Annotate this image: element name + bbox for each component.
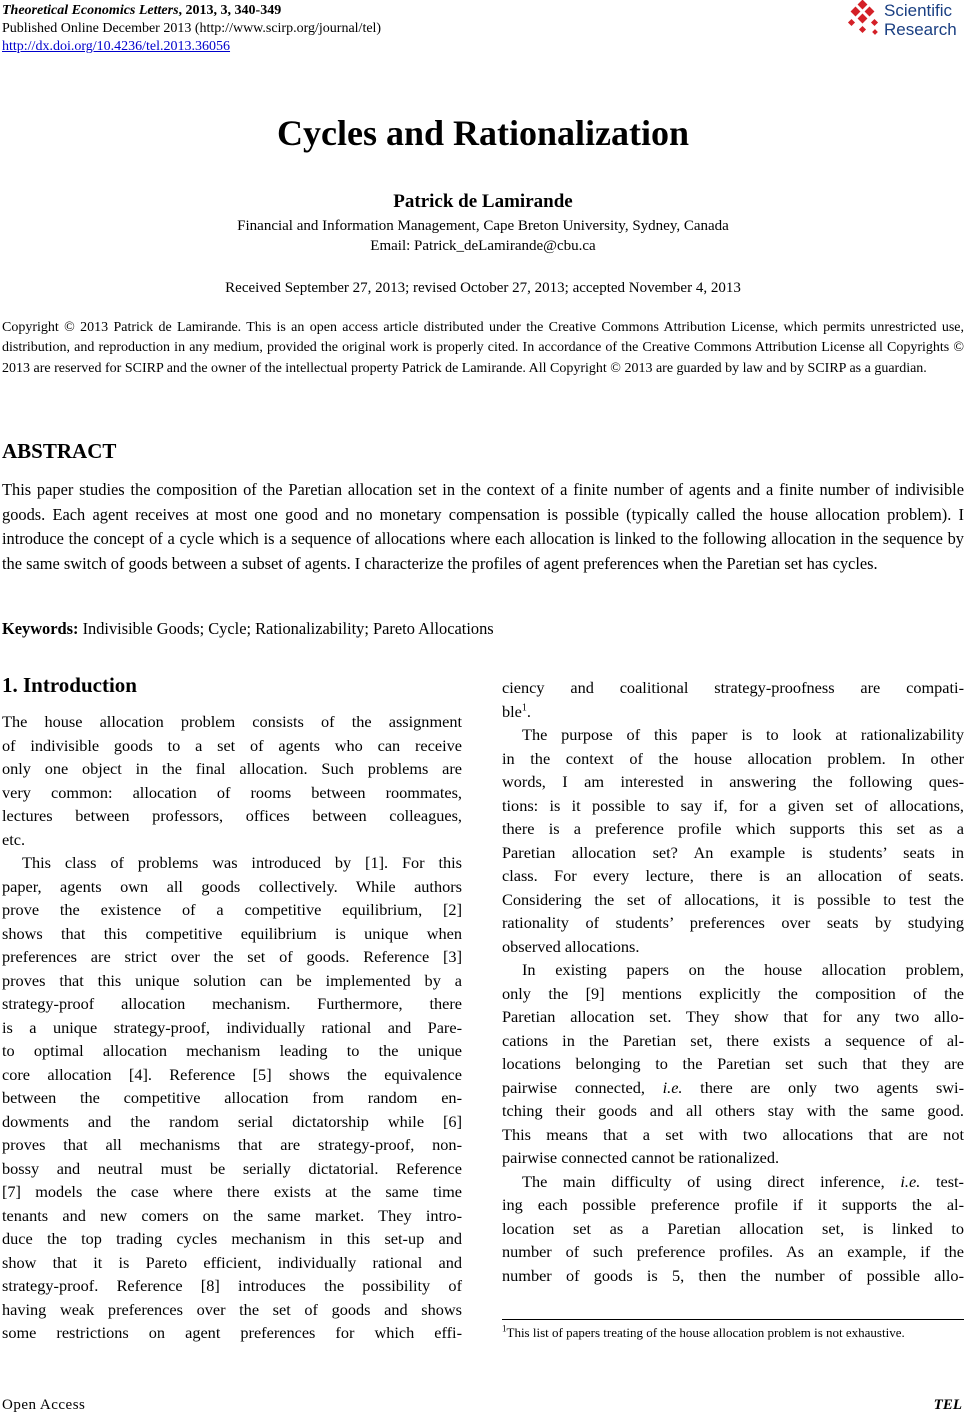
- paper-title: Cycles and Rationalization: [276, 113, 689, 153]
- text-line: cations in the Paretian set, there exists a sequence of al-: [502, 1030, 964, 1050]
- keywords: [2, 617, 494, 641]
- intro-paragraph-1: [2, 710, 462, 851]
- scirp-mark-icon: [846, 0, 882, 40]
- intro-paragraph-4: [502, 958, 964, 1170]
- journal-header: [2, 2, 381, 56]
- published-line: Published Online December 2013 (http://www.scirp.org/journal/tel): [2, 21, 382, 36]
- text-line: pairwise connected cannot be rationalized.: [502, 1148, 780, 1167]
- logo-line-1: Scientific: [884, 1, 953, 20]
- text-line: observed allocations.: [502, 936, 640, 956]
- publisher-logo: [846, 0, 966, 44]
- text-line: ing each possible preference profile if it supports the al-: [502, 1195, 964, 1214]
- footnote: [502, 1324, 964, 1342]
- journal-volume: , 2013, 3, 340-349: [178, 3, 282, 18]
- right-column: [502, 676, 964, 1287]
- logo-line-2: Research: [884, 20, 957, 39]
- text-line: to optimal allocation mechanism leading to the unique: [2, 1041, 462, 1060]
- text-line: shows that this competitive equilibrium is unique when: [2, 923, 462, 943]
- text-line: locations belonging to the Paretian set such that they are: [502, 1054, 964, 1073]
- footer-journal-abbrev: TEL: [933, 1397, 962, 1413]
- text-line: The house allocation problem consists of the assignment: [2, 712, 462, 731]
- text-line: some restrictions on agent preferences for which effi-: [2, 1323, 462, 1342]
- text-line: only the [9] mentions explicitly the composition of the: [502, 983, 964, 1003]
- author-email: Email: Patrick_deLamirande@cbu.ca: [370, 238, 596, 254]
- text-line: etc.: [2, 829, 26, 849]
- text-line: pairwise connected, i.e. there are only two agents swi-: [502, 1077, 964, 1097]
- text-line: core allocation [4]. Reference [5] shows the equivalence: [2, 1064, 462, 1084]
- doi-link[interactable]: http://dx.doi.org/10.4236/tel.2013.36056: [2, 39, 231, 54]
- text-line: of indivisible goods to a set of agents who can receive: [2, 735, 462, 755]
- text-line: strategy-proof. Reference [8] introduces the possibility of: [2, 1276, 462, 1295]
- text-line: duce the top trading cycles mechanism in this set-up and: [2, 1229, 462, 1248]
- text-line: strategy-proof allocation mechanism. Furthermore, there: [2, 994, 462, 1013]
- journal-name: Theoretical Economics Letters: [2, 3, 179, 18]
- text-line: there is a preference profile which supports this set as a: [502, 819, 964, 838]
- section-heading-introduction: 1. Introduction: [2, 673, 137, 697]
- text-line: Paretian allocation set. They show that for any two allo-: [502, 1007, 964, 1026]
- text-line: Paretian allocation set? An example is students’ seats in: [502, 842, 964, 862]
- text-line: having weak preferences over the set of goods and shows: [2, 1299, 462, 1319]
- intro-paragraph-2: [2, 851, 462, 1345]
- text-line: class. For every lecture, there is an allocation of seats.: [502, 866, 964, 885]
- text-line: [7] models the case where there exists at the same time: [2, 1182, 462, 1201]
- footnote-number: 1: [502, 1323, 507, 1334]
- text-line: words, I am interested in answering the following ques-: [502, 772, 964, 791]
- text-line: In existing papers on the house allocation problem,: [522, 960, 964, 979]
- abstract-text: This paper studies the composition of the Paretian allocation set in the context of a finite number of agents and a finite number of indivisible goods. Each agent receives at most one good and no monetary compensation is possible (typically called the house allocation problem). I introduce the concept of a cycle which is a sequence of allocations where each allocation is linked to the following allocation in the sequence by the same switch of goods between a subset of agents. I characterize the profiles of agent preferences when the Paretian set has cycles.: [2, 480, 964, 573]
- text-line: in the context of the house allocation problem. In other: [502, 748, 964, 768]
- keywords-list: Indivisible Goods; Cycle; Rationalizability; Pareto Allocations: [78, 619, 494, 638]
- text-line: bossy and neutral must be serially dictatorial. Reference: [2, 1158, 462, 1178]
- text-line: number of such preference profiles. As an example, if the: [502, 1242, 964, 1261]
- left-column: [2, 710, 462, 1345]
- text-line: tenants and new comers on the same market. They intro-: [2, 1205, 462, 1225]
- keywords-label: Keywords:: [2, 619, 79, 638]
- text-line: proves that this unique solution can be implemented by a: [2, 970, 462, 990]
- text-line: tching their goods and all others stay with the same good.: [502, 1101, 964, 1120]
- text-line: tions: is it possible to say if, for a given set of allocations,: [502, 795, 964, 815]
- intro-paragraph-3: [502, 723, 964, 958]
- text-line: is a unique strategy-proof, individually rational and Pare-: [2, 1017, 462, 1037]
- author-name: Patrick de Lamirande: [393, 191, 573, 212]
- intro-paragraph-continued: [502, 676, 964, 723]
- text-line: The main difficulty of using direct inference, i.e. test-: [522, 1171, 964, 1191]
- text-line: only one object in the final allocation. Such problems are: [2, 759, 462, 778]
- text-line: ciency and coalitional strategy-proofness are compati-: [502, 678, 964, 697]
- submission-dates: Received September 27, 2013; revised October 27, 2013; accepted November 4, 2013: [225, 280, 741, 296]
- text-line: This means that a set with two allocations that are not: [502, 1124, 964, 1144]
- text-line: preferences are strict over the set of goods. Reference [3]: [2, 947, 462, 966]
- text-line: dowments and the random serial dictatorship while [6]: [2, 1111, 462, 1131]
- footnote-text: This list of papers treating of the house allocation problem is not exhaustive.: [506, 1325, 905, 1340]
- text-line: show that it is Pareto efficient, individually rational and: [2, 1252, 462, 1272]
- text-line: proves that all mechanisms that are strategy-proof, non-: [2, 1135, 462, 1154]
- text-line: number of goods is 5, then the number of possible allo-: [502, 1265, 964, 1285]
- text-line: The purpose of this paper is to look at rationalizability: [522, 725, 964, 744]
- text-line: prove the existence of a competitive equilibrium, [2]: [2, 900, 462, 919]
- author-affiliation: Financial and Information Management, Cape Breton University, Sydney, Canada: [237, 218, 729, 234]
- text-line: very common: allocation of rooms between roommates,: [2, 782, 462, 802]
- footnote-marker[interactable]: 1: [521, 702, 527, 714]
- text-line: rationality of students’ preferences over seats by studying: [502, 913, 964, 932]
- text-line: This class of problems was introduced by [1]. For this: [22, 853, 462, 872]
- intro-paragraph-5: [502, 1170, 964, 1288]
- text-line: lectures between professors, offices between colleagues,: [2, 806, 462, 825]
- copyright-notice: Copyright © 2013 Patrick de Lamirande. This is an open access article distributed under the Creative Commons Attribution License, which permits unrestricted use, distribution, and reproduction in any medium, provided the original work is properly cited. In accordance of the Creative Commons Attribution License all Copyrights © 2013 are reserved for SCIRP and the owner of the intellectual property Patrick de Lamirande. All Copyright © 2013 are guarded by law and by SCIRP as a guardian.: [2, 320, 964, 376]
- text-line: ble$^1$.: [502, 701, 531, 721]
- abstract-heading: ABSTRACT: [2, 439, 117, 463]
- text-line: location set as a Paretian allocation set, is linked to: [502, 1218, 964, 1238]
- text-line: between the competitive allocation from random en-: [2, 1088, 462, 1107]
- footer-open-access: Open Access: [2, 1397, 86, 1413]
- text-line: Considering the set of allocations, it is possible to test the: [502, 889, 964, 909]
- text-line: paper, agents own all goods collectively. While authors: [2, 876, 462, 896]
- footnote-divider: [502, 1319, 964, 1320]
